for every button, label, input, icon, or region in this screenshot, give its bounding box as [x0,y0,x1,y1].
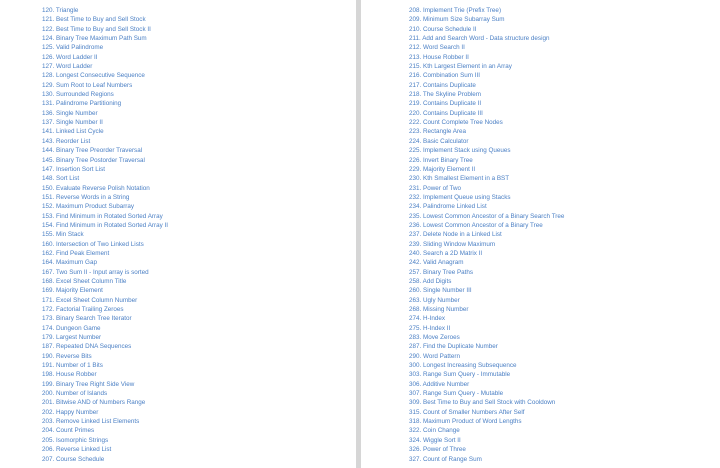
problem-link[interactable]: 124. Binary Tree Maximum Path Sum [42,35,147,43]
problem-link[interactable]: 216. Combination Sum III [409,72,481,80]
problem-link[interactable]: 151. Reverse Words in a String [42,193,130,201]
problem-link[interactable]: 171. Excel Sheet Column Number [42,296,138,304]
column-divider [356,0,361,468]
problem-link[interactable]: 174. Dungeon Game [42,324,101,332]
problem-link[interactable]: 198. House Robber [42,371,97,379]
problem-link[interactable]: 145. Binary Tree Postorder Traversal [42,156,145,164]
problem-link[interactable]: 235. Lowest Common Ancestor of a Binary Search Tree [409,212,565,220]
problem-link[interactable]: 125. Valid Palindrome [42,44,104,52]
problem-link[interactable]: 226. Invert Binary Tree [409,156,473,164]
problem-link[interactable]: 136. Single Number [42,109,98,117]
problem-link[interactable]: 287. Find the Duplicate Number [409,343,498,351]
problem-list-left-column [42,6,342,464]
problem-link[interactable]: 155. Min Stack [42,231,84,239]
problem-link[interactable]: 234. Palindrome Linked List [409,203,487,211]
problem-link[interactable]: 275. H-Index II [409,324,451,332]
problem-link[interactable]: 167. Two Sum II - Input array is sorted [42,268,149,276]
problem-link[interactable]: 257. Binary Tree Paths [409,268,474,276]
problem-link[interactable]: 303. Range Sum Query - Immutable [409,371,511,379]
problem-link[interactable]: 187. Repeated DNA Sequences [42,343,132,351]
problem-link[interactable]: 152. Maximum Product Subarray [42,203,135,211]
problem-link[interactable]: 173. Binary Search Tree Iterator [42,315,132,323]
problem-link[interactable]: 322. Coin Change [409,427,460,435]
problem-link[interactable]: 144. Binary Tree Preorder Traversal [42,147,143,155]
problem-link[interactable]: 169. Majority Element [42,287,103,295]
problem-link[interactable]: 160. Intersection of Two Linked Lists [42,240,144,248]
problem-link[interactable]: 150. Evaluate Reverse Polish Notation [42,184,150,192]
problem-link[interactable]: 230. Kth Smallest Element in a BST [409,175,510,183]
problem-link[interactable]: 179. Largest Number [42,334,102,342]
problem-link[interactable]: 199. Binary Tree Right Side View [42,380,135,388]
problem-link[interactable]: 148. Sort List [42,175,80,183]
problem-link[interactable]: 207. Course Schedule [42,455,105,463]
problem-link[interactable]: 212. Word Search II [409,44,465,52]
problem-link[interactable]: 318. Maximum Product of Word Lengths [409,418,522,426]
problem-link[interactable]: 213. House Robber II [409,53,469,61]
problem-link[interactable]: 290. Word Pattern [409,352,460,360]
problem-link[interactable]: 190. Reverse Bits [42,352,92,360]
problem-link[interactable]: 122. Best Time to Buy and Sell Stock II [42,25,151,33]
problem-link[interactable]: 268. Missing Number [409,306,469,313]
problem-list-right-column [409,6,709,464]
problem-link[interactable]: 219. Contains Duplicate II [409,100,482,108]
problem-link[interactable]: 164. Maximum Gap [42,259,97,267]
problem-link[interactable]: 283. Move Zeroes [409,334,460,342]
problem-link[interactable]: 211. Add and Search Word - Data structure design [409,35,550,43]
problem-link[interactable]: 306. Additive Number [409,380,470,388]
problem-link[interactable]: 172. Factorial Trailing Zeroes [42,306,124,313]
problem-link[interactable]: 201. Bitwise AND of Numbers Range [42,399,146,407]
problem-link[interactable]: 300. Longest Increasing Subsequence [409,362,517,370]
problem-link[interactable]: 218. The Skyline Problem [409,91,481,99]
problem-link[interactable]: 210. Course Schedule II [409,25,477,33]
problem-link[interactable]: 162. Find Peak Element [42,249,110,257]
problem-link[interactable]: 120. Triangle [42,7,79,14]
problem-link[interactable]: 203. Remove Linked List Elements [42,418,140,426]
problem-link[interactable]: 240. Search a 2D Matrix II [409,249,483,257]
problem-link[interactable]: 143. Reorder List [42,137,91,145]
problem-link[interactable]: 327. Count of Range Sum [409,455,482,463]
problem-link[interactable]: 205. Isomorphic Strings [42,436,109,444]
problem-link[interactable]: 237. Delete Node in a Linked List [409,231,502,239]
problem-link[interactable]: 258. Add Digits [409,277,452,285]
problem-link[interactable]: 153. Find Minimum in Rotated Sorted Array [42,212,163,220]
problem-link[interactable]: 137. Single Number II [42,119,103,127]
problem-link[interactable]: 225. Implement Stack using Queues [409,147,511,155]
problem-link[interactable]: 309. Best Time to Buy and Sell Stock with Cooldown [409,399,556,407]
problem-link[interactable]: 239. Sliding Window Maximum [409,240,496,248]
problem-link[interactable]: 215. Kth Largest Element in an Array [409,63,512,71]
problem-link[interactable]: 220. Contains Duplicate III [409,109,483,117]
problem-link[interactable]: 324. Wiggle Sort II [409,436,461,444]
problem-link[interactable]: 206. Reverse Linked List [42,446,112,454]
problem-link[interactable]: 217. Contains Duplicate [409,81,476,89]
problem-link[interactable]: 236. Lowest Common Ancestor of a Binary Tree [409,221,543,229]
problem-link[interactable]: 208. Implement Trie (Prefix Tree) [409,7,502,14]
problem-link[interactable]: 168. Excel Sheet Column Title [42,277,127,285]
problem-link[interactable]: 209. Minimum Size Subarray Sum [409,16,505,24]
problem-link[interactable]: 126. Word Ladder II [42,53,98,61]
problem-link[interactable]: 129. Sum Root to Leaf Numbers [42,81,133,89]
problem-link[interactable]: 147. Insertion Sort List [42,165,106,173]
problem-link[interactable]: 222. Count Complete Tree Nodes [409,119,503,127]
problem-link[interactable]: 260. Single Number III [409,287,472,295]
problem-link[interactable]: 263. Ugly Number [409,296,460,304]
problem-link[interactable]: 202. Happy Number [42,408,99,416]
problem-link[interactable]: 274. H-Index [409,315,446,323]
problem-link[interactable]: 229. Majority Element II [409,165,476,173]
problem-link[interactable]: 223. Rectangle Area [409,128,467,136]
problem-link[interactable]: 121. Best Time to Buy and Sell Stock [42,16,146,24]
problem-link[interactable]: 128. Longest Consecutive Sequence [42,72,145,80]
problem-link[interactable]: 200. Number of Islands [42,390,108,398]
problem-link[interactable]: 224. Basic Calculator [409,137,469,145]
problem-link[interactable]: 307. Range Sum Query - Mutable [409,390,504,398]
problem-link[interactable]: 326. Power of Three [409,446,466,454]
problem-link[interactable]: 232. Implement Queue using Stacks [409,193,511,201]
problem-link[interactable]: 130. Surrounded Regions [42,91,114,99]
problem-link[interactable]: 204. Count Primes [42,427,95,435]
problem-link[interactable]: 131. Palindrome Partitioning [42,100,122,108]
problem-link[interactable]: 191. Number of 1 Bits [42,362,103,370]
problem-link[interactable]: 315. Count of Smaller Numbers After Self [409,408,525,416]
problem-link[interactable]: 231. Power of Two [409,184,462,192]
problem-link[interactable]: 141. Linked List Cycle [42,128,104,136]
problem-link[interactable]: 127. Word Ladder [42,63,93,71]
problem-link[interactable]: 242. Valid Anagram [409,259,464,267]
problem-link[interactable]: 154. Find Minimum in Rotated Sorted Array II [42,221,168,229]
